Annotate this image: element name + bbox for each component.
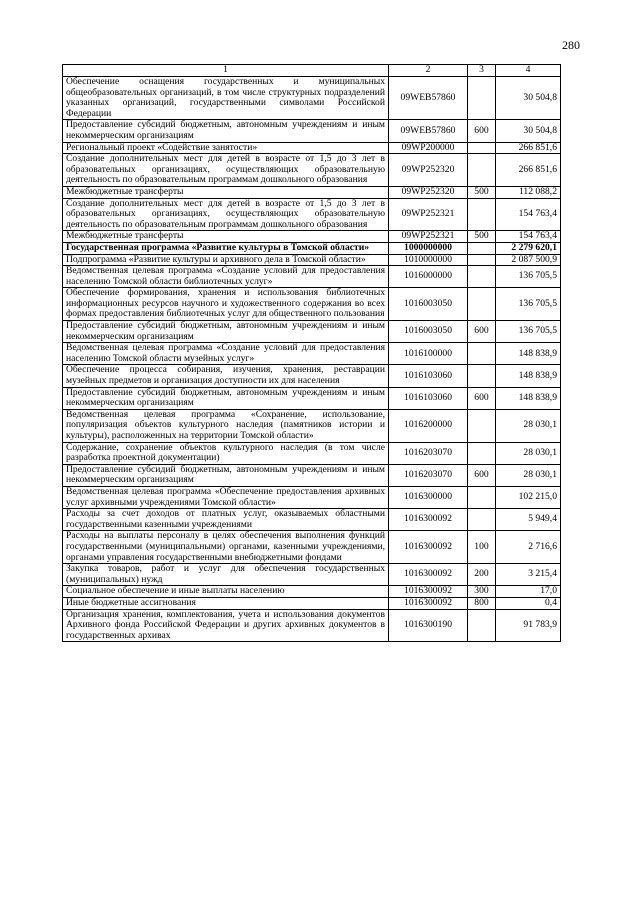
cell-name: Региональный проект «Содействие занятости»: [63, 142, 389, 154]
cell-name: Предоставление субсидий бюджетным, автономным учреждениям и иным некоммерческим организациям: [63, 321, 389, 343]
cell-type: [468, 365, 496, 387]
cell-amount: 0,4: [496, 597, 561, 609]
cell-code: 1000000000: [389, 242, 468, 254]
table-row: [63, 266, 561, 288]
cell-amount: 30 504,8: [496, 77, 561, 120]
table-header: [63, 65, 561, 77]
table-row: [63, 254, 561, 266]
cell-type: 300: [468, 586, 496, 598]
cell-amount: 136 705,5: [496, 321, 561, 343]
header-col-3: 3: [468, 65, 496, 77]
cell-code: 1010000000: [389, 254, 468, 266]
cell-type: 600: [468, 464, 496, 486]
table-row: [63, 365, 561, 387]
cell-amount: 148 838,9: [496, 365, 561, 387]
cell-code: 09WP252320: [389, 154, 468, 187]
header-row: [63, 65, 561, 77]
table-body: [63, 77, 561, 642]
table-row: [63, 486, 561, 508]
cell-amount: 266 851,6: [496, 142, 561, 154]
cell-name: Ведомственная целевая программа «Обеспечение предоставления архивных услуг архивными учреждениями Томской области»: [63, 486, 389, 508]
cell-amount: 91 783,9: [496, 609, 561, 642]
cell-name: Расходы на выплаты персоналу в целях обеспечения выполнения функций государственными (муниципальными) органами, казенными учреждениями, органами управления государственными внебюджетными фондами: [63, 531, 389, 564]
cell-name: Иные бюджетные ассигнования: [63, 597, 389, 609]
cell-name: Государственная программа «Развитие культуры в Томской области»: [63, 242, 389, 254]
cell-type: [468, 343, 496, 365]
table-row: [63, 343, 561, 365]
cell-code: 1016300092: [389, 564, 468, 586]
cell-type: [468, 154, 496, 187]
table-row: [63, 586, 561, 598]
cell-name: Закупка товаров, работ и услуг для обеспечения государственных (муниципальных) нужд: [63, 564, 389, 586]
cell-type: 600: [468, 321, 496, 343]
cell-amount: 17,0: [496, 586, 561, 598]
cell-name: Обеспечение формирования, хранения и использования библиотечных информационных ресурсов научного и художественного содержания во всех формах предоставления библиотечных услуг для общественного пользования: [63, 288, 389, 321]
cell-name: Межбюджетные трансферты: [63, 231, 389, 243]
cell-amount: 136 705,5: [496, 288, 561, 321]
cell-name: Социальное обеспечение и иные выплаты населению: [63, 586, 389, 598]
cell-name: Расходы за счет доходов от платных услуг, оказываемых областными государственными казенными учреждениями: [63, 509, 389, 531]
cell-type: [468, 442, 496, 464]
cell-code: 1016203070: [389, 464, 468, 486]
cell-name: Обеспечение оснащения государственных и муниципальных общеобразовательных организаций, в том числе структурных подразделений указанных организаций, государственными символами Российской Федерации: [63, 77, 389, 120]
cell-type: [468, 198, 496, 231]
cell-name: Предоставление субсидий бюджетным, автономным учреждениям и иным некоммерческим организациям: [63, 387, 389, 409]
cell-type: [468, 77, 496, 120]
cell-type: 500: [468, 231, 496, 243]
cell-amount: 102 215,0: [496, 486, 561, 508]
cell-code: 1016103060: [389, 387, 468, 409]
cell-amount: 148 838,9: [496, 343, 561, 365]
cell-amount: 154 763,4: [496, 198, 561, 231]
cell-code: 09WP200000: [389, 142, 468, 154]
table-row: [63, 242, 561, 254]
cell-type: 500: [468, 186, 496, 198]
cell-code: 1016003050: [389, 288, 468, 321]
cell-type: [468, 142, 496, 154]
cell-code: 1016300092: [389, 597, 468, 609]
table-row: [63, 142, 561, 154]
cell-code: 09WEB57860: [389, 120, 468, 142]
cell-amount: 2 279 620,1: [496, 242, 561, 254]
cell-type: [468, 409, 496, 442]
cell-amount: 3 215,4: [496, 564, 561, 586]
cell-type: [468, 266, 496, 288]
header-col-4: 4: [496, 65, 561, 77]
cell-name: Межбюджетные трансферты: [63, 186, 389, 198]
cell-name: Ведомственная целевая программа «Создание условий для предоставления населению Томской области музейных услуг»: [63, 343, 389, 365]
cell-code: 1016100000: [389, 343, 468, 365]
table-row: [63, 409, 561, 442]
cell-type: [468, 254, 496, 266]
table-row: [63, 387, 561, 409]
cell-code: 1016200000: [389, 409, 468, 442]
table-row: [63, 288, 561, 321]
cell-type: [468, 509, 496, 531]
cell-name: Предоставление субсидий бюджетным, автономным учреждениям и иным некоммерческим организациям: [63, 120, 389, 142]
cell-amount: 266 851,6: [496, 154, 561, 187]
cell-type: 600: [468, 120, 496, 142]
cell-type: 100: [468, 531, 496, 564]
cell-amount: 136 705,5: [496, 266, 561, 288]
cell-name: Создание дополнительных мест для детей в возрасте от 1,5 до 3 лет в образовательных организациях, осуществляющих образовательную деятельность по образовательным программам дошкольного образования: [63, 154, 389, 187]
table-row: [63, 609, 561, 642]
header-col-2: 2: [389, 65, 468, 77]
cell-name: Предоставление субсидий бюджетным, автономным учреждениям и иным некоммерческим организациям: [63, 464, 389, 486]
cell-code: 1016300092: [389, 586, 468, 598]
page-number: 280: [562, 38, 580, 52]
cell-code: 1016300000: [389, 486, 468, 508]
cell-amount: 148 838,9: [496, 387, 561, 409]
cell-code: 1016300092: [389, 531, 468, 564]
cell-code: 1016300190: [389, 609, 468, 642]
cell-name: Организация хранения, комплектования, учета и использования документов Архивного фонда Российской Федерации и других архивных документов в государственных архивах: [63, 609, 389, 642]
cell-amount: 28 030,1: [496, 464, 561, 486]
cell-amount: 5 949,4: [496, 509, 561, 531]
header-col-1: 1: [63, 65, 389, 77]
cell-name: Создание дополнительных мест для детей в возрасте от 1,5 до 3 лет в образовательных организациях, осуществляющих образовательную деятельность по образовательным программам дошкольного образования: [63, 198, 389, 231]
table-row: [63, 464, 561, 486]
cell-type: 200: [468, 564, 496, 586]
table-row: [63, 509, 561, 531]
cell-code: 09WEB57860: [389, 77, 468, 120]
cell-amount: 28 030,1: [496, 409, 561, 442]
cell-type: [468, 486, 496, 508]
cell-code: 09WP252321: [389, 231, 468, 243]
cell-amount: 154 763,4: [496, 231, 561, 243]
cell-code: 1016300092: [389, 509, 468, 531]
cell-amount: 30 504,8: [496, 120, 561, 142]
table-row: [63, 531, 561, 564]
table-row: [63, 231, 561, 243]
cell-name: Обеспечение процесса собирания, изучения, хранения, реставрации музейных предметов и организация доступности их для населения: [63, 365, 389, 387]
cell-code: 09WP252321: [389, 198, 468, 231]
table-row: [63, 186, 561, 198]
cell-name: Ведомственная целевая программа «Сохранение, использование, популяризация объектов культурного наследия (памятников истории и культуры), расположенных на территории Томской области»: [63, 409, 389, 442]
table-row: [63, 597, 561, 609]
cell-type: 600: [468, 387, 496, 409]
cell-amount: 28 030,1: [496, 442, 561, 464]
cell-amount: 2 087 500,9: [496, 254, 561, 266]
table-row: [63, 77, 561, 120]
cell-code: 09WP252320: [389, 186, 468, 198]
cell-name: Подпрограмма «Развитие культуры и архивного дела в Томской области»: [63, 254, 389, 266]
table-row: [63, 442, 561, 464]
table-row: [63, 321, 561, 343]
cell-amount: 112 088,2: [496, 186, 561, 198]
cell-type: [468, 242, 496, 254]
table-row: [63, 564, 561, 586]
cell-code: 1016000000: [389, 266, 468, 288]
budget-table: [62, 64, 561, 642]
table-row: [63, 198, 561, 231]
cell-type: [468, 288, 496, 321]
cell-code: 1016103060: [389, 365, 468, 387]
cell-code: 1016003050: [389, 321, 468, 343]
cell-code: 1016203070: [389, 442, 468, 464]
cell-amount: 2 716,6: [496, 531, 561, 564]
cell-name: Ведомственная целевая программа «Создание условий для предоставления населению Томской области библиотечных услуг»: [63, 266, 389, 288]
cell-type: [468, 609, 496, 642]
cell-name: Содержание, сохранение объектов культурного наследия (в том числе разработка проектной документации): [63, 442, 389, 464]
table-row: [63, 120, 561, 142]
cell-type: 800: [468, 597, 496, 609]
table-row: [63, 154, 561, 187]
